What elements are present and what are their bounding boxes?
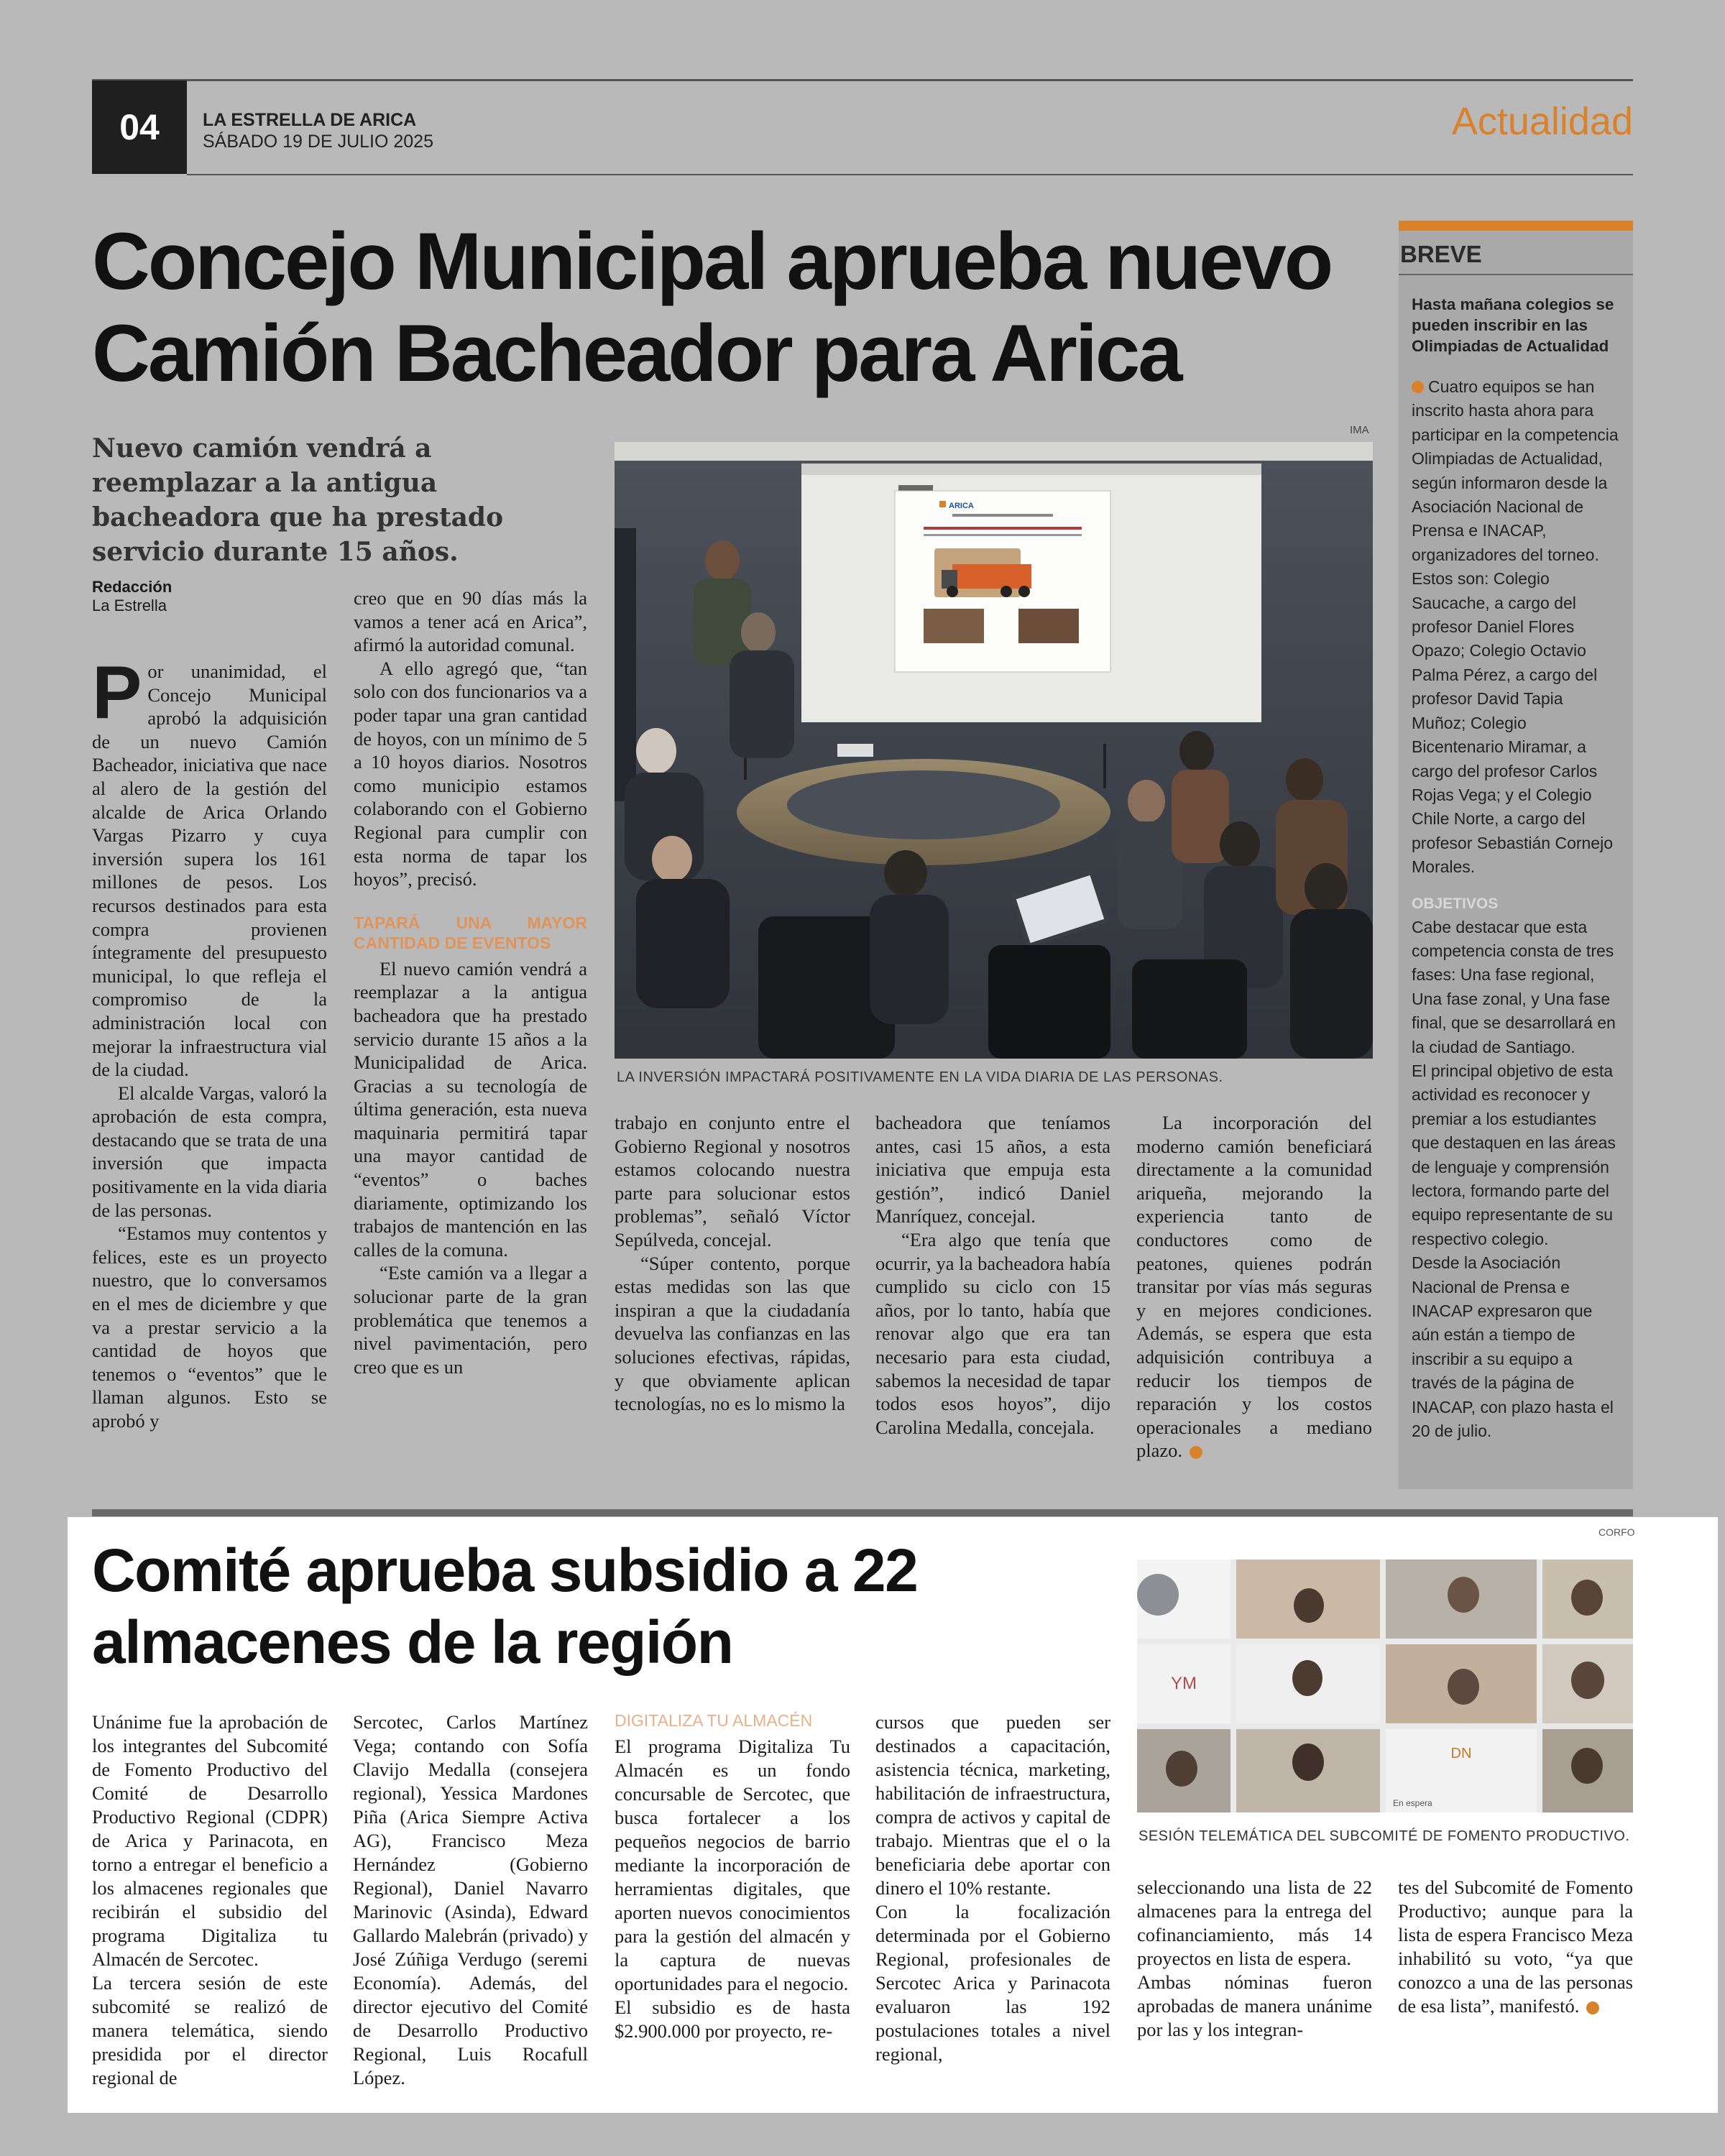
article1-column-2 [354, 586, 587, 1378]
article2-column-4 [875, 1710, 1110, 2066]
article1-paragraph [1136, 1111, 1372, 1462]
participant-avatar [1571, 1748, 1603, 1784]
article1-column-4 [875, 1111, 1110, 1439]
article2-paragraph: Ambas nóminas fueron aprobadas de manera unánime por las y los integran- [1137, 1971, 1372, 2040]
article1-paragraph: “Era algo que tenía que ocurrir, ya la bacheadora había cumplido su ciclo con 15 años, por lo tanto, había que renovar algo que era tan necesario para esta ciudad, sabemos la necesidad de tapar todos esos hoyos”, dijo Carolina Medalla, concejala. [875, 1228, 1110, 1438]
photo1-credit: IMA [1350, 424, 1369, 436]
call-tile [1236, 1644, 1380, 1723]
article2-paragraph [1398, 1876, 1633, 2018]
byline [92, 578, 172, 615]
call-tile [1542, 1560, 1633, 1639]
participant-avatar [1292, 1743, 1324, 1781]
participant-avatar [1294, 1588, 1324, 1623]
article2-paragraph: La tercera sesión de este subcomité se realizó de manera telemática, siendo presidida por el director regional de [92, 1972, 328, 2088]
call-tile [1137, 1644, 1230, 1723]
sidebar-paragraph [1399, 375, 1633, 880]
top-rule [92, 79, 1633, 81]
article2-paragraph: Con la focalización determinada por el Gobierno Regional, profesionales de Sercotec Arica y Parinacota evaluaron las 192 postulaciones totales a nivel regional, [875, 1901, 1110, 2065]
byline-name: Redacción [92, 578, 172, 596]
paragraph-text: or unanimidad, el Concejo Municipal aprobó la adquisición de un nuevo Camión Bacheador, iniciativa que nace al alero de la gestión del alcalde de Arica Orlando Vargas Pizarro y cuya inversión supera los 161 millones de pesos. Los recursos destinados para esta compra provienen íntegramente del presupuesto municipal, lo que refleja el compromiso de la administración local con mejorar la infraestructura vial de la ciudad. [92, 660, 327, 1081]
article1-column-3 [615, 1111, 850, 1416]
screen-logo: ARICA [949, 502, 974, 510]
article-separator [92, 1509, 1633, 1516]
participant-avatar [1137, 1574, 1179, 1616]
sidebar-paragraph: Desde la Asociación Nacional de Prensa e INACAP expresaron que aún están a tiempo de inscribir a su equipo a través de la página de INACAP, con plazo hasta el 20 de julio. [1412, 1253, 1614, 1441]
article1-paragraph: trabajo en conjunto entre el Gobierno Regional y nosotros estamos colocando nuestra parte para solucionar estos problemas”, señaló Víctor Sepúlveda, concejal. [615, 1112, 850, 1250]
sidebar-label: BREVE [1400, 241, 1482, 267]
sidebar-gap [1399, 356, 1633, 375]
article1-lead: Nuevo camión vendrá a reemplazar a la antigua bacheadora que ha prestado servicio durante 15 años. [92, 433, 504, 567]
call-tile [1236, 1729, 1380, 1812]
article2-column-1 [92, 1710, 328, 2090]
article1-paragraph: “Súper contento, porque estas medidas son las que inspiran a que la ciudadanía devuelva las confianzas en las soluciones efectivas, rápidas, y que obviamente aplican tecnologías, no es lo mismo la [615, 1252, 850, 1415]
bullet-dot-icon [1412, 381, 1424, 393]
page-number: 04 [92, 80, 187, 174]
article1-paragraph: creo que en 90 días más la vamos a tener acá en Arica”, afirmó la autoridad comunal. [354, 587, 587, 656]
byline-org: La Estrella [92, 596, 167, 614]
council-meeting-illustration [615, 442, 1373, 1059]
article2-column-3 [615, 1710, 850, 2043]
participant-avatar [1448, 1577, 1479, 1613]
participant-avatar [1571, 1580, 1603, 1616]
article2-column-6 [1398, 1876, 1633, 2018]
end-mark-icon [1190, 1446, 1202, 1459]
newspaper-name: LA ESTRELLA DE ARICA [203, 110, 417, 130]
article2-paragraph: Unánime fue la aprobación de los integrantes del Subcomité de Fomento Productivo del Comité de Desarrollo Productivo Regional (CDPR) de Arica y Parinacota, en torno a entregar el beneficio a los almacenes regionales que recibirán el subsidio del programa Digitaliza tu Almacén de Sercotec. [92, 1711, 328, 1970]
article2-paragraph: El programa Digitaliza Tu Almacén es un fondo concursable de Sercotec, que busca fortalecer a los pequeños negocios de barrio mediante la incorporación de herramientas digitales, que aporten nuevos conocimientos para la gestión del almacén y la captura de nuevas oportunidades para el negocio. [615, 1736, 850, 1994]
call-tile [1236, 1560, 1380, 1639]
article1-paragraph: El alcalde Vargas, valoró la aprobación de esta compra, destacando que se trata de una inversión que impacta positivamente en la vida diaria de las personas. [92, 1082, 327, 1221]
sidebar-paragraph: Cabe destacar que esta competencia consta de tres fases: Una fase regional, Una fase zonal, y Una fase final, que se desarrollará en la ciudad de Santiago. [1412, 917, 1616, 1056]
video-call-photo [1137, 1560, 1633, 1812]
header-rule [187, 174, 1633, 175]
sidebar-accent-bar [1399, 221, 1633, 231]
participant-avatar [1448, 1669, 1479, 1705]
photo2-caption: SESIÓN TELEMÁTICA DEL SUBCOMITÉ DE FOMENTO PRODUCTIVO. [1138, 1828, 1630, 1844]
article1-column-1 [92, 651, 327, 1433]
call-tile [1386, 1729, 1537, 1812]
article2-subhead: DIGITALIZA TU ALMACÉN [615, 1711, 813, 1730]
issue-date: SÁBADO 19 DE JULIO 2025 [203, 132, 433, 152]
paragraph-text: La incorporación del moderno camión beneficiará directamente a la comunidad ariqueña, mejorando la experiencia tanto de conductores como de peatones, quienes podrán transitar por vías más seguras y en mejores condiciones. Además, se espera que esta adquisición contribuya a reducir los tiempos de reparación y los costos operacionales a mediano plazo. [1136, 1112, 1372, 1462]
article1-headline: Concejo Municipal aprueba nuevo Camión Bacheador para Arica [92, 216, 1332, 398]
sidebar-subhead: OBJETIVOS [1412, 895, 1499, 912]
participant-initials: YM [1171, 1674, 1197, 1693]
call-tile [1386, 1560, 1537, 1639]
council-meeting-photo [615, 442, 1373, 1059]
article2-column-5 [1137, 1876, 1372, 2042]
article2-paragraph: El subsidio es de hasta $2.900.000 por proyecto, re- [615, 1996, 850, 2042]
waiting-label: En espera [1393, 1798, 1432, 1808]
paragraph-text: tes del Subcomité de Fomento Productivo; aunque para la lista de espera Francisco Meza inhabilitó su voto, “ya que conozco a una de las personas de esa lista”, manifestó. [1398, 1876, 1633, 2017]
participant-avatar [1292, 1660, 1322, 1696]
participant-avatar [1571, 1662, 1604, 1699]
article1-paragraph: bacheadora que teníamos antes, casi 15 años, a esta iniciativa que empuja esta gestión”, indicó Daniel Manríquez, concejal. [875, 1112, 1110, 1227]
sidebar-paragraph: El principal objetivo de esta actividad es reconocer y premiar a los estudiantes que destaquen en las áreas de lenguaje y comprensión lectora, formando parte del equipo representante de su respectivo colegio. [1412, 1061, 1616, 1248]
call-tile [1137, 1560, 1230, 1639]
participant-initials: DN [1450, 1746, 1472, 1762]
article2-column-2 [353, 1710, 588, 2090]
sidebar-title: Hasta mañana colegios se pueden inscribir en las Olimpiadas de Actualidad [1412, 295, 1614, 355]
photo1-caption: LA INVERSIÓN IMPACTARÁ POSITIVAMENTE EN LA VIDA DIARIA DE LAS PERSONAS. [617, 1069, 1223, 1085]
call-tile [1542, 1644, 1633, 1723]
article1-paragraph: “Estamos muy contentos y felices, este es un proyecto nuestro, que lo conversamos en el mes de diciembre y que va a prestar servicio a la cantidad de hoyos que tenemos o “eventos” que le llaman algunos. Esto se aprobó y [92, 1222, 327, 1432]
participant-avatar [1166, 1751, 1197, 1787]
article2-headline: Comité aprueba subsidio a 22 almacenes de la región [92, 1537, 918, 1676]
article1-paragraph [92, 651, 327, 1082]
article1-paragraph: A ello agregó que, “tan solo con dos funcionarios va a poder tapar una gran cantidad de hoyos, con un mínimo de 5 a 10 hoyos diarios. Nosotros como municipio estamos colaborando con el Gobierno Regional para cumplir con esta norma de tapar los hoyos”, precisó. [354, 657, 587, 890]
masthead [203, 109, 433, 152]
dropcap: P [92, 651, 142, 734]
breve-sidebar [1399, 221, 1633, 1489]
call-tile [1137, 1729, 1230, 1812]
end-mark-icon [1586, 2001, 1599, 2014]
article1-subhead: TAPARÁ UNA MAYOR CANTIDAD DE EVENTOS [354, 913, 587, 952]
article2-paragraph: seleccionando una lista de 22 almacenes para la entrega del cofinanciamiento, más 14 proyectos en lista de espera. [1137, 1876, 1372, 1969]
call-tile [1386, 1644, 1537, 1723]
call-tile [1542, 1729, 1633, 1812]
article1-paragraph: El nuevo camión vendrá a reemplazar a la antigua bacheadora que ha prestado servicio durante 15 años a la Municipalidad de Arica. Gracias a su tecnología de última generación, esta nueva maquinaria permitirá tapar una mayor cantidad de “eventos” o baches diariamente, optimizando los trabajos de mantención en las calles de la comuna. [354, 957, 587, 1261]
article2-paragraph: cursos que pueden ser destinados a capacitación, asistencia técnica, marketing, habilitación de infraestructura, compra de activos y capital de trabajo. Mientras que el o la beneficiaria debe aportar con dinero el 10% restante. [875, 1711, 1110, 1899]
article1-paragraph: “Este camión va a llegar a solucionar parte de la gran problemática que tenemos a nivel pavimentación, pero creo que es un [354, 1262, 587, 1378]
section-label: Actualidad [1451, 100, 1633, 143]
photo2-credit: CORFO [1598, 1526, 1635, 1538]
article1-column-5 [1136, 1111, 1372, 1462]
sidebar-paragraph-text: Cuatro equipos se han inscrito hasta ahora para participar en la competencia Olimpiadas de Actualidad, según informaron desde la Asociación Nacional de Prensa e INACAP, organizadores del torneo. Estos son: Colegio Saucache, a cargo del profesor Daniel Flores Opazo; Colegio Octavio Palma Pérez, a cargo del profesor David Tapia Muñoz; Colegio Bicentenario Miramar, a cargo del profesor Carlos Rojas Vega; y el Colegio Chile Norte, a cargo del profesor Sebastián Cornejo Morales. [1412, 377, 1619, 877]
article2-paragraph: Sercotec, Carlos Martínez Vega; contando con Sofía Clavijo Medalla (consejera regional), Yessica Mardones Piña (Arica Siempre Activa AG), Francisco Meza Hernández (Gobierno Regional), Daniel Navarro Marinovic (Asinda), Edward Gallardo Malebrán (privado) y José Zúñiga Verdugo (seremi Economía). Además, del director ejecutivo del Comité de Desarrollo Productivo Regional, Luis Rocafull López. [353, 1711, 588, 2088]
